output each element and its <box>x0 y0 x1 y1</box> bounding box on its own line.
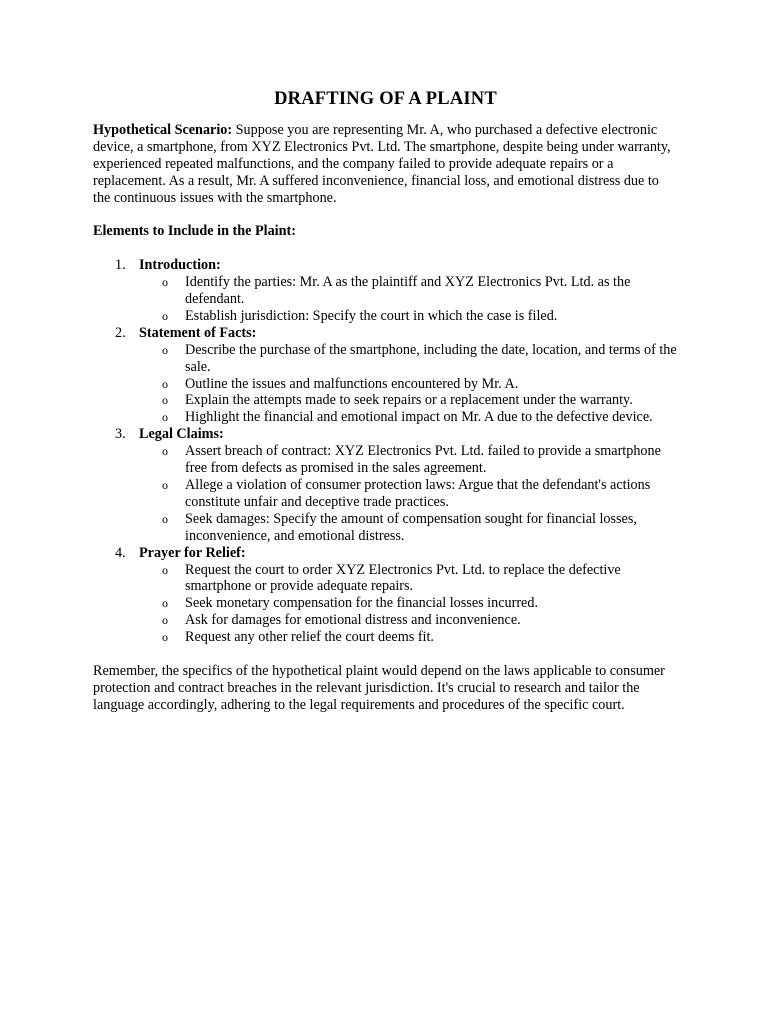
bullet-icon: o <box>162 511 168 526</box>
list-item-text: Ask for damages for emotional distress and inconvenience. <box>185 612 521 629</box>
list-item-text: Describe the purchase of the smartphone, including the date, location, and terms of the sale. <box>185 341 677 375</box>
list-item-text: Explain the attempts made to seek repairs or a replacement under the warranty. <box>185 392 633 409</box>
section-number: 3. <box>115 426 126 443</box>
section-heading: Statement of Facts: <box>139 324 257 341</box>
spacer <box>93 240 678 257</box>
scenario-label: Hypothetical Scenario: <box>93 122 233 138</box>
list-item-text: Seek damages: Specify the amount of compensation sought for financial losses, inconvenience, and emotional distress. <box>185 510 637 544</box>
spacer <box>93 207 678 224</box>
list-item-text: Assert breach of contract: XYZ Electronics Pvt. Ltd. failed to provide a smartphone free from defects as promised in the sales agreement. <box>185 443 661 477</box>
list-item <box>139 392 678 409</box>
bullet-icon: o <box>162 630 168 645</box>
sub-list <box>139 562 678 647</box>
list-item <box>139 274 678 308</box>
list-item <box>139 308 678 325</box>
list-item <box>139 612 678 629</box>
sub-list <box>139 443 678 544</box>
list-item-text: Allege a violation of consumer protection laws: Argue that the defendant's actions constitute unfair and deceptive trade practices. <box>185 477 651 510</box>
list-item-text: Identify the parties: Mr. A as the plaintiff and XYZ Electronics Pvt. Ltd. as the defendant. <box>185 274 631 308</box>
list-item-text: Outline the issues and malfunctions encountered by Mr. A. <box>185 375 519 392</box>
section-legal-claims <box>93 426 678 544</box>
list-item-text: Seek monetary compensation for the financial losses incurred. <box>185 595 538 612</box>
list-item <box>139 342 678 376</box>
bullet-icon: o <box>162 562 168 577</box>
elements-list <box>93 257 678 646</box>
section-heading: Introduction: <box>139 257 221 274</box>
elements-heading: Elements to Include in the Plaint: <box>93 223 296 240</box>
section-statement-of-facts <box>93 325 678 426</box>
list-item <box>139 595 678 612</box>
bullet-icon: o <box>162 376 168 391</box>
document-title: DRAFTING OF A PLAINT <box>274 89 497 109</box>
document-page <box>93 88 678 714</box>
scenario-paragraph <box>93 122 678 207</box>
list-item-text: Highlight the financial and emotional impact on Mr. A due to the defective device. <box>185 409 653 426</box>
bullet-icon: o <box>162 613 168 628</box>
list-item-text: Request any other relief the court deems fit. <box>185 629 434 646</box>
list-item-text: Establish jurisdiction: Specify the court in which the case is filed. <box>185 307 558 324</box>
section-heading: Prayer for Relief: <box>139 544 246 561</box>
list-item <box>139 511 678 545</box>
bullet-icon: o <box>162 410 168 425</box>
bullet-icon: o <box>162 596 168 611</box>
list-item <box>139 409 678 426</box>
section-number: 4. <box>115 544 126 561</box>
spacer <box>93 646 678 663</box>
section-heading: Legal Claims: <box>139 426 224 443</box>
section-number: 1. <box>115 257 126 274</box>
list-item <box>139 477 678 511</box>
bullet-icon: o <box>162 478 168 492</box>
bullet-icon: o <box>162 342 168 357</box>
list-item <box>139 562 678 596</box>
list-item <box>139 376 678 393</box>
list-item <box>139 443 678 477</box>
section-number: 2. <box>115 324 126 341</box>
bullet-icon: o <box>162 444 168 459</box>
sub-list <box>139 342 678 427</box>
bullet-icon: o <box>162 308 168 323</box>
sub-list <box>139 274 678 325</box>
scenario-text: Suppose you are representing Mr. A, who purchased a defective electronic device, a smartphone, from XYZ Electronics Pvt. Ltd. The smartphone, despite being under warranty, experienced repeated malfunctions, and the company failed to provide adequate repairs or a replacement. As a result, Mr. A suffered inconvenience, financial loss, and emotional distress due to the continuous issues with the smartphone. <box>93 122 671 206</box>
bullet-icon: o <box>162 275 168 290</box>
bullet-icon: o <box>162 393 168 408</box>
section-introduction <box>93 257 678 325</box>
closing-paragraph: Remember, the specifics of the hypothetical plaint would depend on the laws applicable to consumer protection and contract breaches in the relevant jurisdiction. It's crucial to research and tailor the language accordingly, adhering to the legal requirements and procedures of the specific court. <box>93 662 665 713</box>
list-item <box>139 629 678 646</box>
list-item-text: Request the court to order XYZ Electronics Pvt. Ltd. to replace the defective smartphone or provide adequate repairs. <box>185 561 621 595</box>
section-prayer-for-relief <box>93 545 678 646</box>
